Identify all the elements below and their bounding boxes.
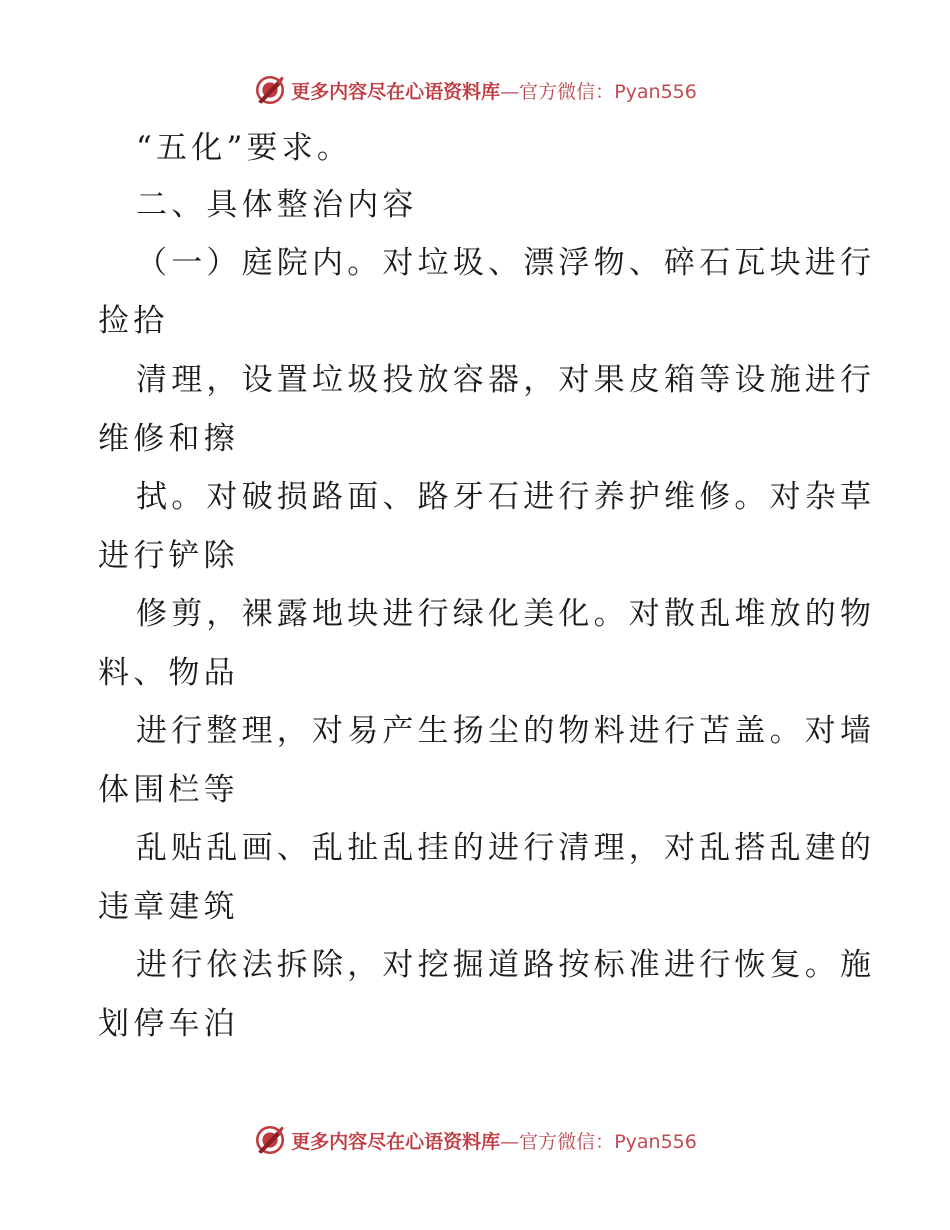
body-line: 乱贴乱画、乱扯乱挂的进行清理，对乱搭乱建的 bbox=[136, 830, 876, 866]
section-heading: 二、具体整治内容 bbox=[136, 187, 418, 223]
watermark-dash: — bbox=[500, 80, 520, 103]
body-line: 清理，设置垃圾投放容器，对果皮箱等设施进行 bbox=[136, 362, 876, 398]
watermark-wechat-id: Pyan556 bbox=[614, 1130, 697, 1153]
body-line: “五化”要求。 bbox=[136, 130, 353, 166]
footer-watermark bbox=[0, 1120, 950, 1160]
body-line: 修剪，裸露地块进行绿化美化。对散乱堆放的物 bbox=[136, 596, 876, 632]
watermark-text bbox=[291, 1127, 697, 1154]
watermark-brand: 更多内容尽在心语资料库 bbox=[291, 1130, 501, 1153]
body-line: 进行依法拆除，对挖掘道路按标准进行恢复。施 bbox=[136, 947, 876, 983]
body-line: 进行整理，对易产生扬尘的物料进行苫盖。对墙 bbox=[136, 713, 876, 749]
watermark-brand: 更多内容尽在心语资料库 bbox=[291, 80, 501, 103]
body-line: 进行铲除 bbox=[98, 538, 239, 574]
watermark-dash: — bbox=[500, 1130, 520, 1153]
body-line: 料、物品 bbox=[98, 655, 239, 691]
body-line: 拭。对破损路面、路牙石进行养护维修。对杂草 bbox=[136, 479, 876, 515]
body-line: 维修和擦 bbox=[98, 421, 239, 457]
body-line: 违章建筑 bbox=[98, 889, 239, 925]
watermark-official: 官方微信： bbox=[519, 80, 615, 103]
watermark-wechat-id: Pyan556 bbox=[614, 80, 697, 103]
body-line: 捡拾 bbox=[98, 303, 169, 339]
pen-logo-icon bbox=[253, 1123, 287, 1157]
header-watermark bbox=[0, 70, 950, 110]
pen-logo-icon bbox=[253, 73, 287, 107]
body-line: 划停车泊 bbox=[98, 1006, 239, 1042]
body-line: 体围栏等 bbox=[98, 772, 239, 808]
body-line: （一）庭院内。对垃圾、漂浮物、碎石瓦块进行 bbox=[136, 245, 876, 281]
watermark-official: 官方微信： bbox=[519, 1130, 615, 1153]
watermark-text bbox=[291, 77, 697, 104]
